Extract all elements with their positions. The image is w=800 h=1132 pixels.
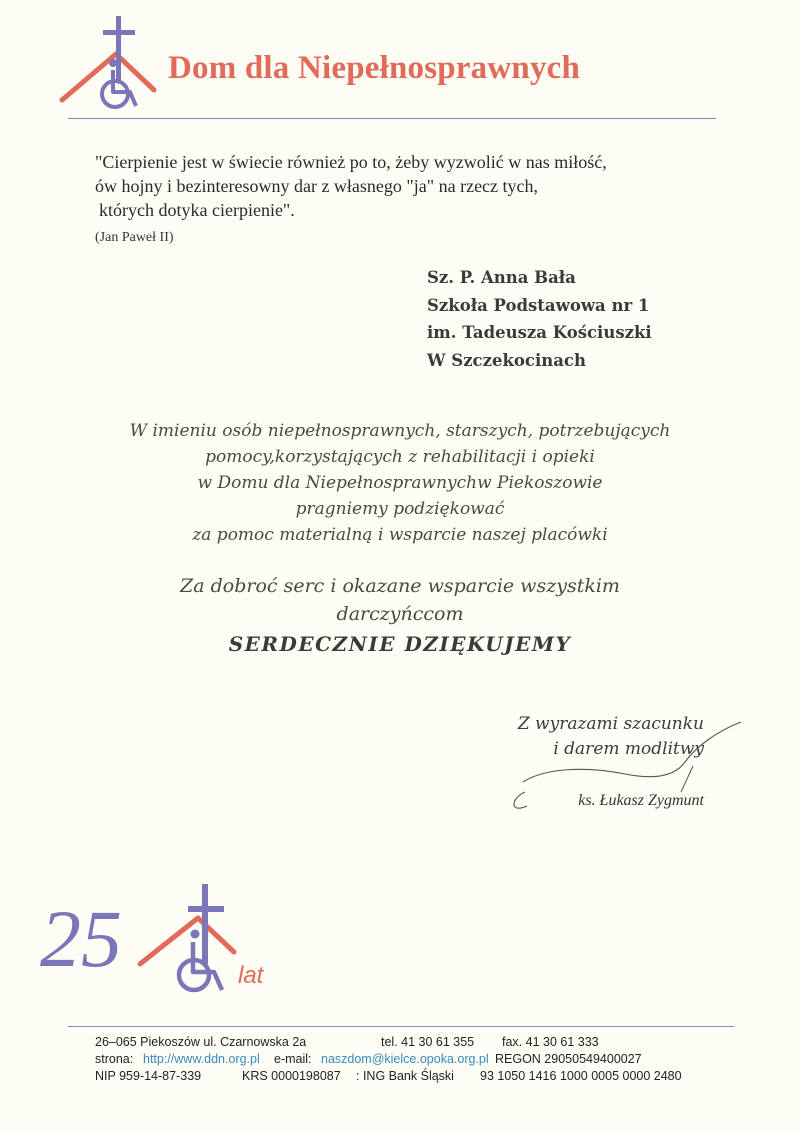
org-name: Dom dla Niepełnosprawnych: [168, 50, 581, 86]
regon: REGON 29050549400027: [495, 1052, 642, 1066]
letter-body: [100, 418, 700, 548]
cross-house-wheelchair-icon: [58, 14, 158, 114]
body-line: W imieniu osób niepełnosprawnych, starszych, potrzebujących: [129, 421, 671, 441]
recipient-school-patron: im. Tadeusza Kościuszki: [427, 323, 652, 342]
address: 26–065 Piekoszów ul. Czarnowska 2a: [95, 1035, 307, 1049]
phone: tel. 41 30 61 355: [381, 1035, 475, 1049]
body-line: pragniemy podziękować: [295, 499, 505, 519]
closing-line: Z wyrazami szacunku: [517, 714, 704, 734]
thanks-line: darczyńccom: [336, 603, 464, 625]
email-link[interactable]: naszdom@kielce.opoka.org.pl: [321, 1052, 489, 1066]
quote: [95, 150, 695, 222]
web-label: strona:: [95, 1052, 134, 1066]
quote-line: których dotyka cierpienie".: [99, 200, 295, 220]
email-label: e-mail:: [274, 1052, 312, 1066]
recipient-address: [427, 264, 652, 374]
body-line: za pomoc materialną i wsparcie naszej placówki: [192, 525, 608, 545]
closing-line: i darem modlitwy: [553, 739, 704, 759]
anniversary-number: 25: [40, 893, 122, 984]
recipient-school: Szkoła Podstawowa nr 1: [427, 295, 650, 315]
header-divider: [68, 118, 716, 119]
nip: NIP 959-14-87-339: [95, 1069, 202, 1083]
quote-author: (Jan Paweł II): [95, 230, 174, 245]
recipient-name: Sz. P. Anna Bała: [427, 268, 576, 287]
body-line: w Domu dla Niepełnosprawnychw Piekoszowie: [197, 473, 603, 493]
anniversary-suffix: lat: [238, 962, 264, 989]
recipient-city: W Szczekocinach: [427, 350, 586, 370]
quote-line: "Cierpienie jest w świecie również po to, żeby wyzwolić w nas miłość,: [95, 152, 607, 172]
quote-line: ów hojny i bezinteresowny dar z własnego "ja" na rzecz tych,: [95, 176, 539, 196]
thanks-text: [100, 572, 700, 628]
krs: KRS 0000198087: [242, 1069, 341, 1083]
footer-divider: [68, 1026, 734, 1027]
bank-name: : ING Bank Śląski: [356, 1069, 454, 1083]
fax: fax. 41 30 61 333: [502, 1035, 599, 1049]
bank-account: 93 1050 1416 1000 0005 0000 2480: [480, 1069, 682, 1083]
signer-name: ks. Łukasz Zygmunt: [578, 792, 704, 809]
body-line: pomocy,korzystających z rehabilitacji i opieki: [205, 447, 595, 467]
website-link[interactable]: http://www.ddn.org.pl: [143, 1052, 260, 1066]
thanks-line: Za dobroć serc i okazane wsparcie wszystkim: [180, 575, 620, 597]
heartfelt-thanks-heading: SERDECZNIE DZIĘKUJEMY: [228, 632, 572, 656]
